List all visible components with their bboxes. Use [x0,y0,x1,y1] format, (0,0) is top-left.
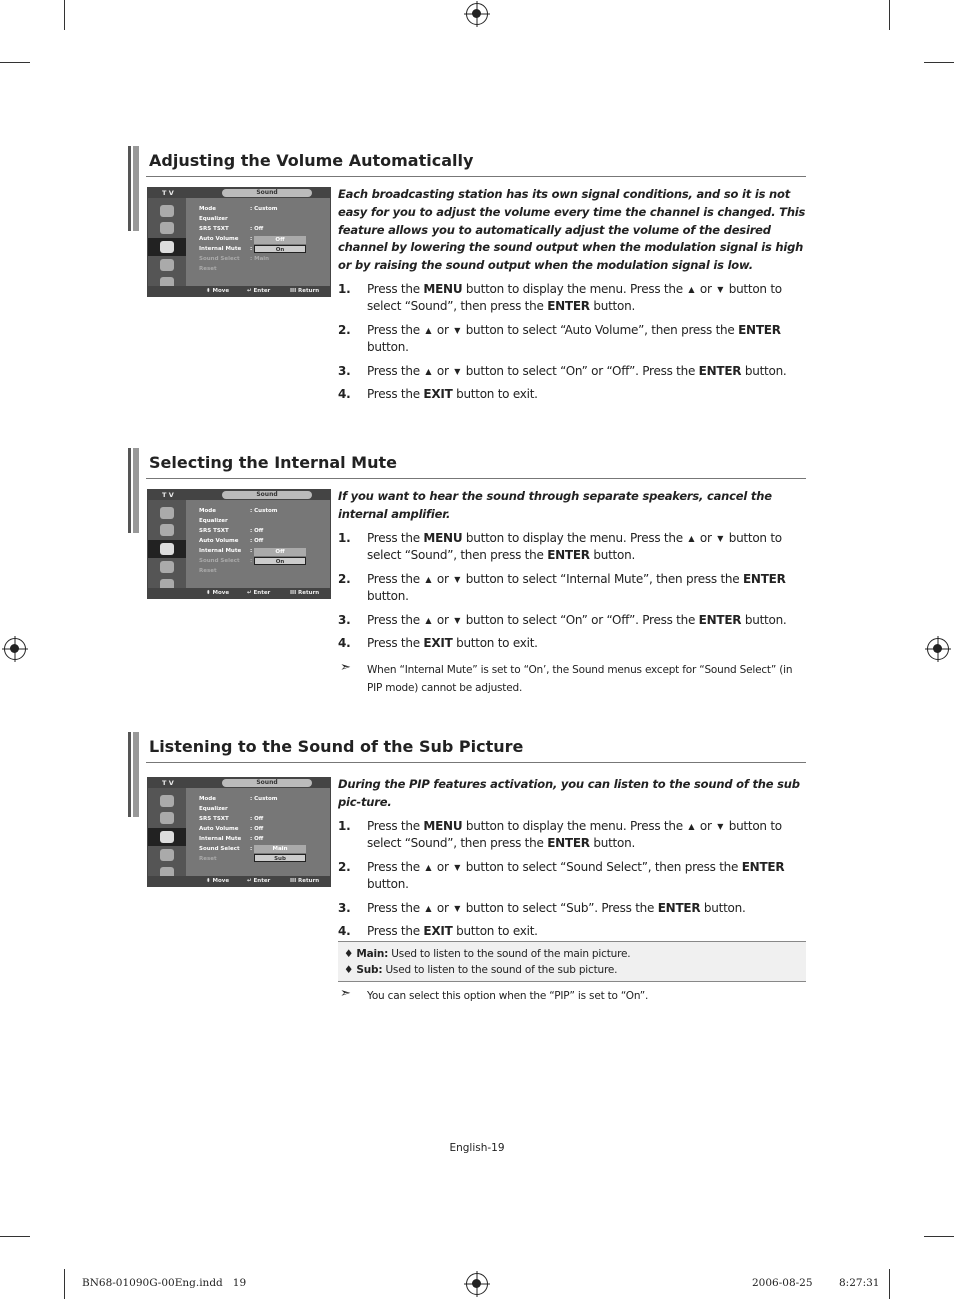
tv-label: T V [162,189,174,197]
button-name: ENTER [657,900,701,915]
tv-menu-screenshot [147,489,331,599]
step-item [338,612,806,630]
button-name: MENU [423,818,463,833]
section-bar [128,448,142,533]
step-text: Press the [367,281,424,296]
note-text: When “Internal Mute” is set to “On’, the Sound menus except for “Sound Select” (in PIP mode) cannot be adjusted. [367,663,793,694]
up-arrow-icon: ▲ [425,862,432,872]
step-number: 2. [338,322,351,337]
step-item [338,322,806,357]
info-term: Main: [356,948,389,960]
picture-icon [160,222,174,234]
slug-date: 2006-08-25 [752,1277,813,1289]
step-text: button to select “Sub”. Press the [462,900,658,915]
tv-label: T V [162,491,174,499]
step-item [338,571,806,606]
section-rule [146,176,806,177]
info-term: Sub: [356,964,383,976]
menu-tab: Sound [222,189,312,197]
step-text: button to display the menu. Press the [462,530,687,545]
section-title: Adjusting the Volume Automatically [149,151,474,170]
menu-value: : Custom [250,796,278,802]
footer-move: ⬍ Move [206,288,230,294]
menu-row: Internal Mute [199,836,242,842]
down-arrow-icon: ▼ [454,366,461,376]
menu-value: : Off [250,538,264,544]
step-text: button. [589,299,636,314]
step-text: button. [367,340,409,355]
step-text: button to select “On” or “Off”. Press the [462,612,699,627]
channel-icon [160,259,174,271]
step-text: button to select “Sound”, then press the [367,818,782,851]
step-text: Press the [367,571,424,586]
step-item [338,818,806,853]
step-text: button. [741,612,787,627]
step-item [338,363,806,381]
menu-row: Auto Volume [199,236,239,242]
footer-enter: ↵ Enter [247,878,271,884]
step-item [338,281,806,316]
info-text: Used to listen to the sound of the sub picture. [382,964,618,976]
step-number: 1. [338,530,351,545]
step-text: button to exit. [452,387,538,402]
menu-value: : Main [250,256,270,262]
step-number: 4. [338,387,351,402]
input-icon [160,507,174,519]
crop-mark [924,1236,954,1237]
section-auto-volume [128,146,806,402]
step-number: 1. [338,281,351,296]
menu-option: Main [254,845,306,853]
step-text: Press the [367,322,424,337]
slug-file: BN68-01090G-00Eng.indd 19 [82,1277,247,1289]
step-text: or [433,900,453,915]
final-note [338,987,806,1005]
step-text: button to select “On” or “Off”. Press the [462,363,699,378]
menu-option-selected: Sub [254,854,306,862]
menu-option-selected: On [254,557,306,565]
intro-text: Each broadcasting station has its own signal conditions, and so it is not easy for you to adjust the volume every time the channel is changed. This feature allows you to automatically adjust the volume of the desired channel by lowering the sound output when the modulation signal is high or by raising the sound output when the modulation signal is low. [338,187,806,273]
down-arrow-icon: ▼ [454,325,461,335]
down-arrow-icon: ▼ [454,615,461,625]
step-text: Press the [367,636,424,651]
crop-mark [64,1269,65,1299]
note-arrow-icon: ➣ [340,659,351,675]
menu-sidebar [148,500,186,588]
step-text: or [696,818,716,833]
button-name: ENTER [547,548,590,563]
button-name: ENTER [738,322,781,337]
step-number: 3. [338,363,351,378]
info-item-sub [344,962,800,978]
steps-list [338,530,806,653]
step-text: or [433,571,453,586]
button-name: ENTER [698,363,742,378]
menu-row: Equalizer [199,518,228,524]
step-text: or [433,612,453,627]
menu-footer [148,588,330,598]
sound-icon [160,241,174,253]
menu-value: : [250,246,253,252]
menu-value: : [250,236,253,242]
step-number: 4. [338,636,351,651]
menu-row: SRS TSXT [199,528,229,534]
down-arrow-icon: ▼ [717,284,724,294]
step-text: button to select “Sound”, then press the [367,281,782,314]
step-number: 2. [338,571,351,586]
crop-mark [0,62,30,63]
up-arrow-icon: ▲ [688,533,695,543]
step-item [338,923,806,941]
menu-footer [148,286,330,296]
intro-text: If you want to hear the sound through separate speakers, cancel the internal amplifier. [338,489,772,521]
crop-mark [0,1236,30,1237]
menu-row: Internal Mute [199,548,242,554]
instructions [338,488,806,697]
step-text: button to select “Auto Volume”, then press the [462,322,739,337]
input-icon [160,795,174,807]
step-text: Press the [367,530,424,545]
button-name: MENU [423,530,463,545]
step-number: 1. [338,818,351,833]
menu-tab: Sound [222,491,312,499]
steps-list [338,281,806,404]
up-arrow-icon: ▲ [425,903,432,913]
slug-time: 8:27:31 [839,1277,880,1289]
footer-move: ⬍ Move [206,590,230,596]
steps-list [338,818,806,941]
step-item [338,635,806,653]
registration-mark-icon [466,1273,488,1295]
step-text: Press the [367,818,424,833]
menu-row: SRS TSXT [199,226,229,232]
picture-icon [160,812,174,824]
step-text: button to display the menu. Press the [462,281,687,296]
diamond-bullet-icon: ♦ [344,948,354,960]
button-name: ENTER [742,571,786,586]
info-item-main [344,946,800,962]
button-name: ENTER [698,612,742,627]
step-text: button to exit. [452,924,538,939]
section-bar [128,146,142,231]
registration-mark-icon [927,638,949,660]
step-text: button. [589,548,636,563]
step-number: 4. [338,924,351,939]
diamond-bullet-icon: ♦ [344,964,354,976]
step-text: button to exit. [452,636,538,651]
menu-row: Reset [199,568,217,574]
step-text: or [433,859,453,874]
step-text: Press the [367,387,424,402]
button-name: EXIT [423,636,453,651]
instructions [338,776,806,947]
menu-value: : [250,558,253,564]
down-arrow-icon: ▼ [717,533,724,543]
menu-value: : Off [250,528,264,534]
step-text: or [433,322,453,337]
channel-icon [160,849,174,861]
step-text: or [696,281,716,296]
menu-row: Mode [199,508,216,514]
step-number: 2. [338,859,351,874]
step-text: button. [700,900,746,915]
step-item [338,900,806,918]
up-arrow-icon: ▲ [688,821,695,831]
instructions [338,186,806,410]
step-text: Press the [367,924,424,939]
step-item [338,386,806,404]
tv-menu-screenshot [147,777,331,887]
menu-value: : Off [250,816,264,822]
section-bar [128,732,142,817]
step-text: Press the [367,363,424,378]
step-text: Press the [367,612,424,627]
up-arrow-icon: ▲ [425,574,432,584]
crop-mark [889,1269,890,1299]
button-name: EXIT [423,387,453,402]
menu-row: Sound Select [199,846,240,852]
option-info-box [338,941,806,982]
picture-icon [160,524,174,536]
step-text: or [433,363,453,378]
menu-value: : Custom [250,508,278,514]
step-text: button. [367,589,409,604]
button-name: EXIT [423,924,453,939]
menu-row: Internal Mute [199,246,242,252]
crop-mark [889,0,890,30]
intro-text: During the PIP features activation, you can listen to the sound of the sub pic-ture. [338,777,800,809]
menu-option-selected: On [254,245,306,253]
crop-mark [924,62,954,63]
step-text: button. [589,836,636,851]
menu-row: Mode [199,796,216,802]
menu-value: : Off [250,826,264,832]
menu-row: Mode [199,206,216,212]
down-arrow-icon: ▼ [454,862,461,872]
up-arrow-icon: ▲ [425,366,432,376]
menu-row: Auto Volume [199,826,239,832]
sound-icon [160,831,174,843]
page-number: English-19 [449,1142,505,1154]
crop-mark [64,0,65,30]
footer-move: ⬍ Move [206,878,230,884]
step-text: button to select “Internal Mute”, then press the [462,571,743,586]
section-sub-picture-sound [128,732,806,939]
registration-mark-icon [4,638,26,660]
down-arrow-icon: ▼ [454,574,461,584]
step-item [338,859,806,894]
menu-row: Sound Select [199,558,240,564]
menu-row: Reset [199,856,217,862]
footer-enter: ↵ Enter [247,288,271,294]
note-text: You can select this option when the “PIP” is set to “On”. [367,990,649,1002]
menu-footer [148,876,330,886]
menu-row: Equalizer [199,216,228,222]
menu-tab: Sound [222,779,312,787]
section-title: Selecting the Internal Mute [149,453,397,472]
menu-value: : Custom [250,206,278,212]
menu-value: : Off [250,836,264,842]
up-arrow-icon: ▲ [425,615,432,625]
section-rule [146,478,806,479]
button-name: MENU [423,281,463,296]
section-internal-mute [128,448,806,694]
menu-option: Off [254,236,306,244]
step-text: button to select “Sound Select”, then press the [462,859,742,874]
menu-row: Reset [199,266,217,272]
menu-row: SRS TSXT [199,816,229,822]
step-text: or [696,530,716,545]
note-arrow-icon: ➣ [340,986,351,1001]
sound-icon [160,543,174,555]
down-arrow-icon: ▼ [717,821,724,831]
step-text: button. [367,877,409,892]
tv-label: T V [162,779,174,787]
step-text: Press the [367,859,424,874]
registration-mark-icon [466,3,488,25]
step-number: 3. [338,900,351,915]
menu-value: : [250,846,253,852]
step-item [338,530,806,565]
menu-value: : [250,548,253,554]
step-text: button. [741,363,787,378]
down-arrow-icon: ▼ [454,903,461,913]
menu-sidebar [148,788,186,876]
channel-icon [160,561,174,573]
footer-return: III Return [290,878,320,884]
menu-value: : Off [250,226,264,232]
button-name: ENTER [547,836,590,851]
button-name: ENTER [741,859,785,874]
up-arrow-icon: ▲ [688,284,695,294]
footer-enter: ↵ Enter [247,590,271,596]
menu-row: Auto Volume [199,538,239,544]
tv-menu-screenshot [147,187,331,297]
info-text: Used to listen to the sound of the main picture. [388,948,631,960]
input-icon [160,205,174,217]
menu-row: Equalizer [199,806,228,812]
section-title: Listening to the Sound of the Sub Picture [149,737,524,756]
step-text: button to display the menu. Press the [462,818,687,833]
step-text: button to select “Sound”, then press the [367,530,782,563]
up-arrow-icon: ▲ [425,325,432,335]
section-rule [146,762,806,763]
button-name: ENTER [547,299,590,314]
step-text: Press the [367,900,424,915]
menu-sidebar [148,198,186,286]
footer-return: III Return [290,590,320,596]
menu-option: Off [254,548,306,556]
step-number: 3. [338,612,351,627]
footer-return: III Return [290,288,320,294]
menu-row: Sound Select [199,256,240,262]
note [338,661,806,697]
